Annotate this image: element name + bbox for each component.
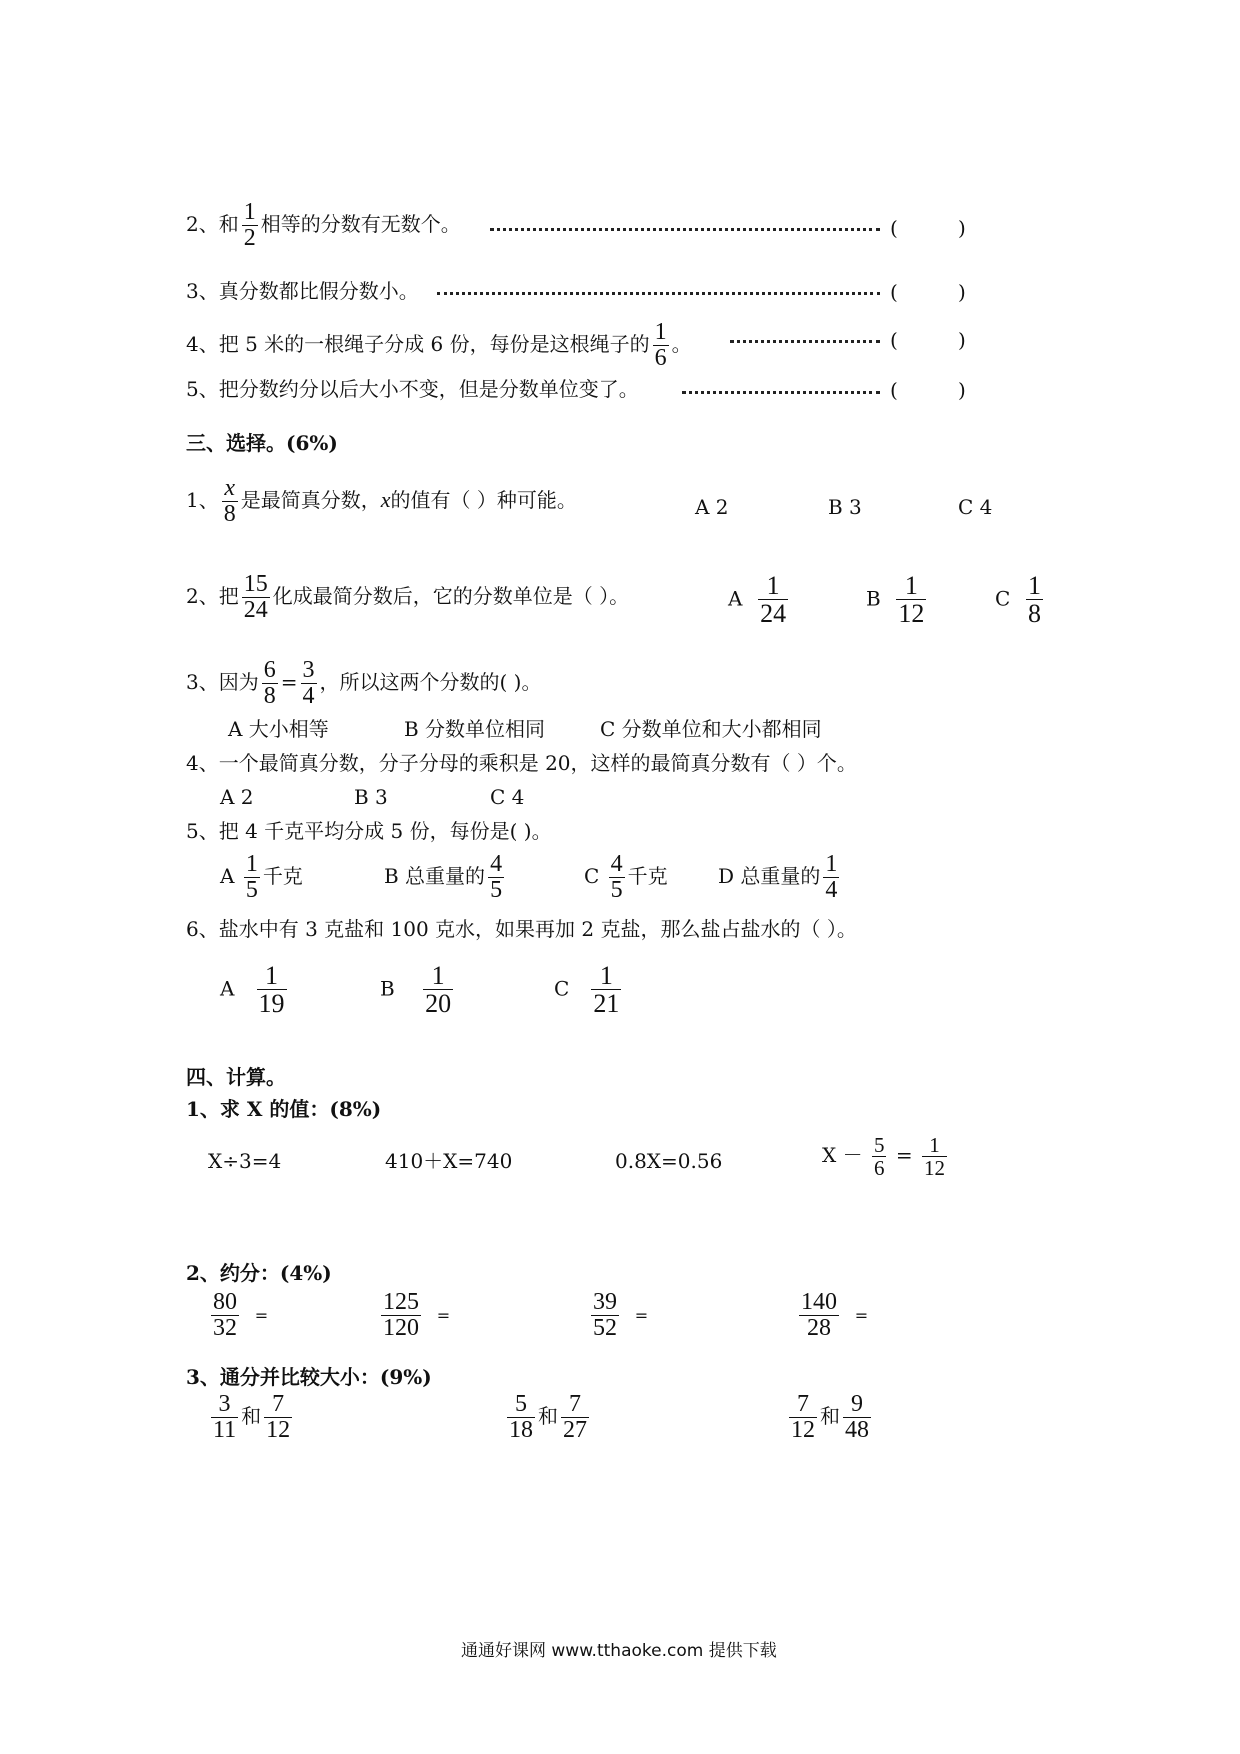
numerator: 3 [302,657,315,683]
fraction [872,1134,887,1179]
option-a: A 2 [220,785,254,809]
option-letter: A [728,586,743,611]
numerator: 5 [515,1391,527,1417]
option-letter: B [380,976,395,1001]
unit: 千克 [627,864,668,889]
option-letter: C [554,976,570,1001]
dotted-leader [682,391,880,394]
item-text: 4、把 5 米的一根绳子分成 6 份，每份是这根绳子的 [186,332,650,357]
denominator: 18 [509,1417,533,1444]
compare-item [504,1392,592,1443]
denominator: 21 [593,989,620,1019]
denominator: 12 [266,1417,291,1444]
choice-q3 [186,658,541,709]
answer-paren-close: ) [958,378,966,402]
option-b: B 3 [828,495,862,519]
equals-sign: = [436,1306,451,1326]
option-b: B 分数单位相同 [404,717,546,741]
equation-3: 0.8X=0.56 [615,1149,723,1173]
denominator: 2 [243,225,256,252]
option-b: B 3 [354,785,388,809]
fraction [843,1392,871,1443]
option-c [584,852,668,903]
option-c [554,962,624,1018]
numerator: 7 [797,1391,809,1417]
option-c: C 4 [490,785,525,809]
denominator: 32 [213,1315,237,1342]
and-word: 和 [241,1404,262,1429]
option-a: A 大小相等 [228,717,329,741]
numerator: 4 [490,851,503,877]
denominator: 8 [223,501,236,528]
numerator: 7 [569,1391,581,1417]
choice-q2 [186,572,629,623]
fraction [423,962,453,1018]
item-text: 3、因为 [186,670,259,695]
numerator: 140 [801,1289,837,1315]
item-text: ，所以这两个分数的( )。 [319,670,542,695]
fraction [257,962,287,1018]
and-word: 和 [820,1404,840,1429]
denominator: 5 [245,877,258,904]
option-letter: D 总重量的 [718,864,821,889]
denominator: 12 [898,599,925,629]
fraction [211,1392,238,1443]
item-text: 。 [671,332,692,357]
judge-item-3 [186,278,419,304]
unit: 千克 [262,864,303,889]
equation-1: X÷3=4 [208,1149,282,1173]
answer-paren-open: ( [890,328,898,352]
fraction [591,962,621,1018]
fraction [211,1290,239,1341]
option-letter: A [220,864,235,889]
option-c: C 分数单位和大小都相同 [600,717,822,741]
fraction [653,320,669,371]
equals-sign: = [634,1306,649,1326]
fraction [242,572,270,623]
equals-sign: = [895,1143,913,1168]
fraction [244,852,260,903]
fraction [823,852,839,903]
denominator: 11 [213,1417,237,1444]
denominator: 52 [593,1315,617,1342]
denominator: 8 [263,683,276,710]
denominator: 5 [490,877,503,904]
fraction [609,852,625,903]
answer-paren-close: ) [958,216,966,240]
numerator: 1 [243,199,256,225]
denominator: 24 [243,597,268,624]
section-4-title: 四、计算。 [186,1065,286,1089]
fraction [242,200,258,251]
answer-paren-close: ) [958,328,966,352]
section-3-title: 三、选择。(6%) [186,431,338,455]
numerator: 1 [766,571,780,600]
judge-item-4 [186,320,692,371]
answer-paren-close: ) [958,280,966,304]
option-letter: A [220,976,235,1001]
compare-item [786,1392,874,1443]
answer-paren-open: ( [890,378,898,402]
fraction [222,476,238,527]
part-1-title: 1、求 X 的值：(8%) [186,1097,382,1121]
item-text: 的值有（ ）种可能。 [390,488,577,513]
option-letter: B [866,586,881,611]
reduce-item [588,1290,648,1341]
judge-item-5 [186,376,639,402]
numerator: 1 [599,961,613,990]
option-a [728,572,791,628]
option-d [718,852,842,903]
variable: x [380,487,391,513]
item-text: 是最简真分数， [240,488,381,513]
numerator: 4 [610,851,623,877]
option-a: A 2 [695,495,729,519]
compare-item [208,1392,295,1443]
choice-q1 [186,476,577,527]
option-b [866,572,929,628]
option-letter: C [584,864,600,889]
dotted-leader [730,340,880,343]
option-a [220,962,290,1018]
item-text: 2、和 [186,212,239,237]
denominator: 8 [1028,599,1042,629]
equation-4 [822,1134,950,1179]
fraction [264,1392,292,1443]
numerator: 3 [218,1391,231,1417]
numerator: 15 [243,571,268,597]
answer-paren-open: ( [890,280,898,304]
denominator: 6 [654,345,667,372]
fraction [896,572,926,628]
footer-text: 通通好课网 www.tthaoke.com 提供下载 [461,1641,777,1661]
fraction [381,1290,421,1341]
fraction [561,1392,589,1443]
item-text: 相等的分数有无数个。 [260,212,461,237]
denominator: 4 [302,683,315,710]
item-text: 2、把 [186,584,239,609]
choice-q5: 5、把 4 千克平均分成 5 份，每份是( )。 [186,819,552,843]
numerator: 7 [272,1391,285,1417]
option-c [995,572,1046,628]
fraction [799,1290,839,1341]
equals-sign: = [280,670,298,695]
denominator: 24 [760,599,787,629]
denominator: 19 [258,989,285,1019]
numerator: 6 [263,657,276,683]
option-b [384,852,507,903]
numerator: 1 [929,1133,940,1157]
numerator: 39 [593,1289,617,1315]
numerator: 5 [873,1133,885,1157]
numerator: 1 [245,851,258,877]
dotted-leader [490,228,880,231]
denominator: 4 [825,877,838,904]
denominator: 120 [383,1315,419,1342]
numerator: 9 [851,1391,863,1417]
fraction [488,852,504,903]
numerator: x [224,475,236,501]
numerator: 1 [904,571,918,600]
fraction [789,1392,817,1443]
reduce-item [796,1290,868,1341]
numerator: 1 [431,961,445,990]
judge-item-2 [186,200,461,251]
item-text: 1、 [186,488,219,513]
fraction [922,1134,947,1179]
reduce-item [378,1290,450,1341]
fraction [507,1392,535,1443]
numerator: 80 [213,1289,237,1315]
denominator: 12 [923,1156,945,1181]
option-b [380,962,456,1018]
fraction [301,658,317,709]
denominator: 20 [425,989,452,1019]
denominator: 12 [791,1417,815,1444]
numerator: 1 [265,961,279,990]
denominator: 5 [610,877,623,904]
equals-sign: = [854,1306,869,1326]
choice-q4: 4、一个最简真分数，分子分母的乘积是 20，这样的最简真分数有（ ）个。 [186,751,857,775]
denominator: 28 [807,1315,831,1342]
fraction [591,1290,619,1341]
option-a [220,852,303,903]
dotted-leader [437,292,880,295]
answer-paren-open: ( [890,216,898,240]
option-letter: C [995,586,1011,611]
part-3-title: 3、通分并比较大小：(9%) [186,1365,432,1389]
numerator: 1 [825,851,838,877]
option-letter: B 总重量的 [384,864,486,889]
item-text: 3、真分数都比假分数小。 [186,279,419,303]
fraction [1026,572,1043,628]
part-2-title: 2、约分：(4%) [186,1261,332,1285]
fraction [758,572,788,628]
option-c: C 4 [958,495,993,519]
denominator: 27 [563,1417,587,1444]
item-text: 5、把分数约分以后大小不变，但是分数单位变了。 [186,377,639,401]
item-text: 化成最简分数后，它的分数单位是（ ）。 [272,584,630,609]
fraction [262,658,278,709]
denominator: 48 [845,1417,869,1444]
equals-sign: = [254,1306,269,1326]
and-word: 和 [538,1404,558,1429]
numerator: 1 [1028,571,1042,600]
equation-2: 410＋X=740 [385,1149,513,1173]
numerator: 1 [654,319,667,345]
reduce-item [208,1290,268,1341]
equation-text: X － [822,1143,863,1168]
numerator: 125 [383,1289,419,1315]
denominator: 6 [873,1156,885,1181]
choice-q6: 6、盐水中有 3 克盐和 100 克水，如果再加 2 克盐，那么盐占盐水的（ ）。 [186,917,857,941]
